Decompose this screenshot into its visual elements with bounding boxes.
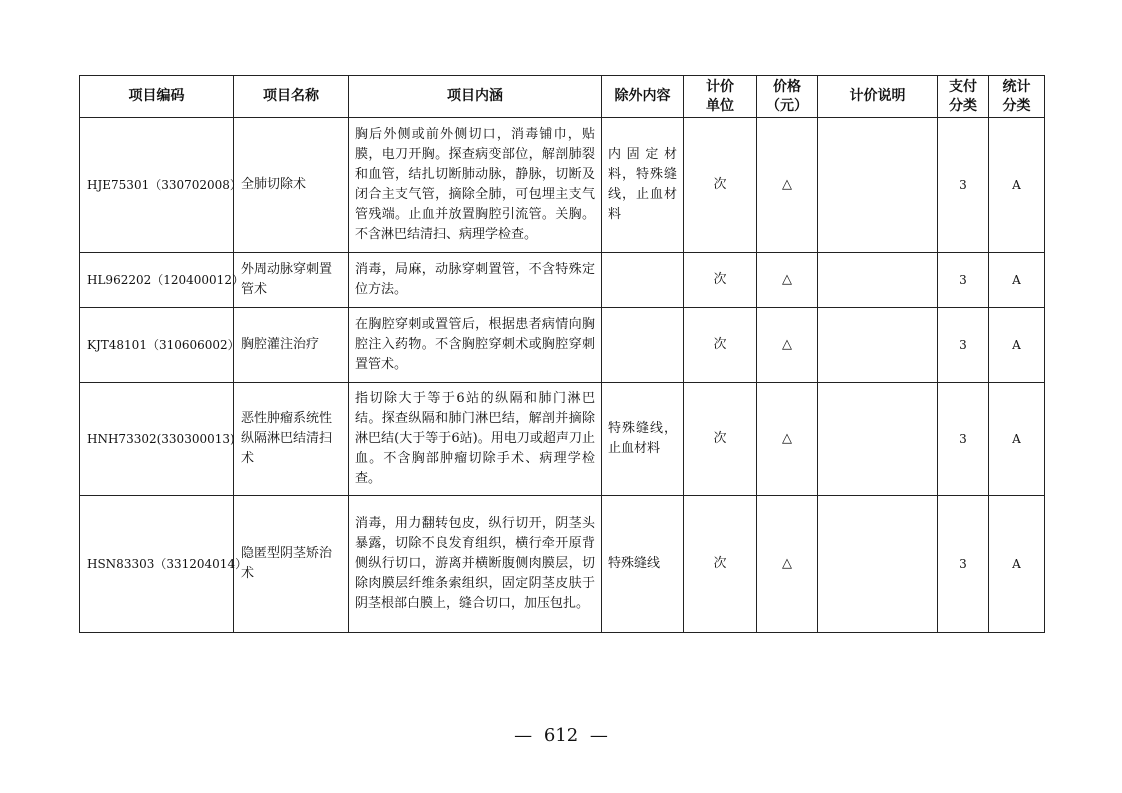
item-name: 胸腔灌注治疗 [234, 308, 349, 383]
header-pay-line1: 支付 [949, 78, 977, 95]
item-stat-class: A [989, 118, 1045, 253]
item-pricing-note [818, 308, 938, 383]
item-pricing-note [818, 253, 938, 308]
item-pricing-note [818, 496, 938, 633]
header-price-line2: （元） [766, 97, 808, 114]
item-unit: 次 [684, 496, 757, 633]
item-code: HJE75301（330702008） [80, 118, 234, 253]
item-exclusions: 特殊缝线，止血材料 [602, 383, 684, 496]
header-unit-line2: 单位 [706, 97, 734, 114]
item-unit: 次 [684, 308, 757, 383]
item-content: 消毒，用力翻转包皮，纵行切开，阴茎头暴露，切除不良发育组织，横行牵开原背侧纵行切口，游离并横断腹侧肉膜层，切除肉膜层纤维条索组织，固定阴茎皮肤于阴茎根部白膜上，缝合切口，加压包扎。 [349, 496, 602, 633]
item-exclusions: 特殊缝线 [602, 496, 684, 633]
item-unit: 次 [684, 383, 757, 496]
item-name: 全肺切除术 [234, 118, 349, 253]
item-name: 外周动脉穿刺置管术 [234, 253, 349, 308]
item-exclusions [602, 308, 684, 383]
table-row [80, 383, 1045, 496]
item-content: 在胸腔穿刺或置管后，根据患者病情向胸腔注入药物。不含胸腔穿刺术或胸腔穿刺置管术。 [349, 308, 602, 383]
item-pay-class: 3 [938, 118, 989, 253]
footer-dash-left: — [514, 725, 533, 746]
header-unit [684, 76, 757, 118]
header-price [757, 76, 818, 118]
item-code: HL962202（120400012） [80, 253, 234, 308]
table-row [80, 308, 1045, 383]
item-code: KJT48101（310606002） [80, 308, 234, 383]
item-pricing-note [818, 383, 938, 496]
header-stat-class [989, 76, 1045, 118]
header-stat-line2: 分类 [1002, 97, 1031, 114]
item-pay-class: 3 [938, 308, 989, 383]
header-pricing-note: 计价说明 [818, 76, 938, 118]
item-price: △ [757, 496, 818, 633]
item-name: 恶性肿瘤系统性纵隔淋巴结清扫术 [234, 383, 349, 496]
header-code: 项目编码 [80, 76, 234, 118]
page-number: 612 [543, 725, 579, 746]
item-price: △ [757, 308, 818, 383]
item-stat-class: A [989, 253, 1045, 308]
header-content: 项目内涵 [349, 76, 602, 118]
table-row [80, 118, 1045, 253]
header-pay-class [938, 76, 989, 118]
item-pay-class: 3 [938, 496, 989, 633]
item-content: 胸后外侧或前外侧切口，消毒铺巾，贴膜，电刀开胸。探查病变部位，解剖肺裂和血管，结扎切断肺动脉，静脉，切断及闭合主支气管，摘除全肺，可包埋主支气管残端。止血并放置胸腔引流管。关胸。不含淋巴结清扫、病理学检查。 [349, 118, 602, 253]
header-exclusions: 除外内容 [602, 76, 684, 118]
item-content: 指切除大于等于6站的纵隔和肺门淋巴结。探查纵隔和肺门淋巴结，解剖并摘除淋巴结(大于等于6站)。用电刀或超声刀止血。不含胸部肿瘤切除手术、病理学检查。 [349, 383, 602, 496]
header-price-line1: 价格 [773, 78, 801, 95]
item-pay-class: 3 [938, 253, 989, 308]
page-footer [0, 725, 1122, 746]
item-code: HNH73302(330300013) [80, 383, 234, 496]
price-table [79, 75, 1045, 633]
item-unit: 次 [684, 253, 757, 308]
item-content: 消毒，局麻，动脉穿刺置管，不含特殊定位方法。 [349, 253, 602, 308]
header-row [80, 76, 1045, 118]
item-stat-class: A [989, 496, 1045, 633]
item-price: △ [757, 253, 818, 308]
item-code: HSN83303（331204014） [80, 496, 234, 633]
item-exclusions [602, 253, 684, 308]
item-price: △ [757, 118, 818, 253]
item-stat-class: A [989, 308, 1045, 383]
item-name: 隐匿型阴茎矫治术 [234, 496, 349, 633]
item-pricing-note [818, 118, 938, 253]
header-unit-line1: 计价 [706, 78, 734, 95]
item-pay-class: 3 [938, 383, 989, 496]
item-stat-class: A [989, 383, 1045, 496]
header-stat-line1: 统计 [1002, 78, 1031, 95]
table-row [80, 253, 1045, 308]
header-name: 项目名称 [234, 76, 349, 118]
item-unit: 次 [684, 118, 757, 253]
item-price: △ [757, 383, 818, 496]
footer-dash-right: — [589, 725, 608, 746]
header-pay-line2: 分类 [949, 97, 977, 114]
table-row [80, 496, 1045, 633]
item-exclusions: 内固定材料，特殊缝线，止血材料 [602, 118, 684, 253]
